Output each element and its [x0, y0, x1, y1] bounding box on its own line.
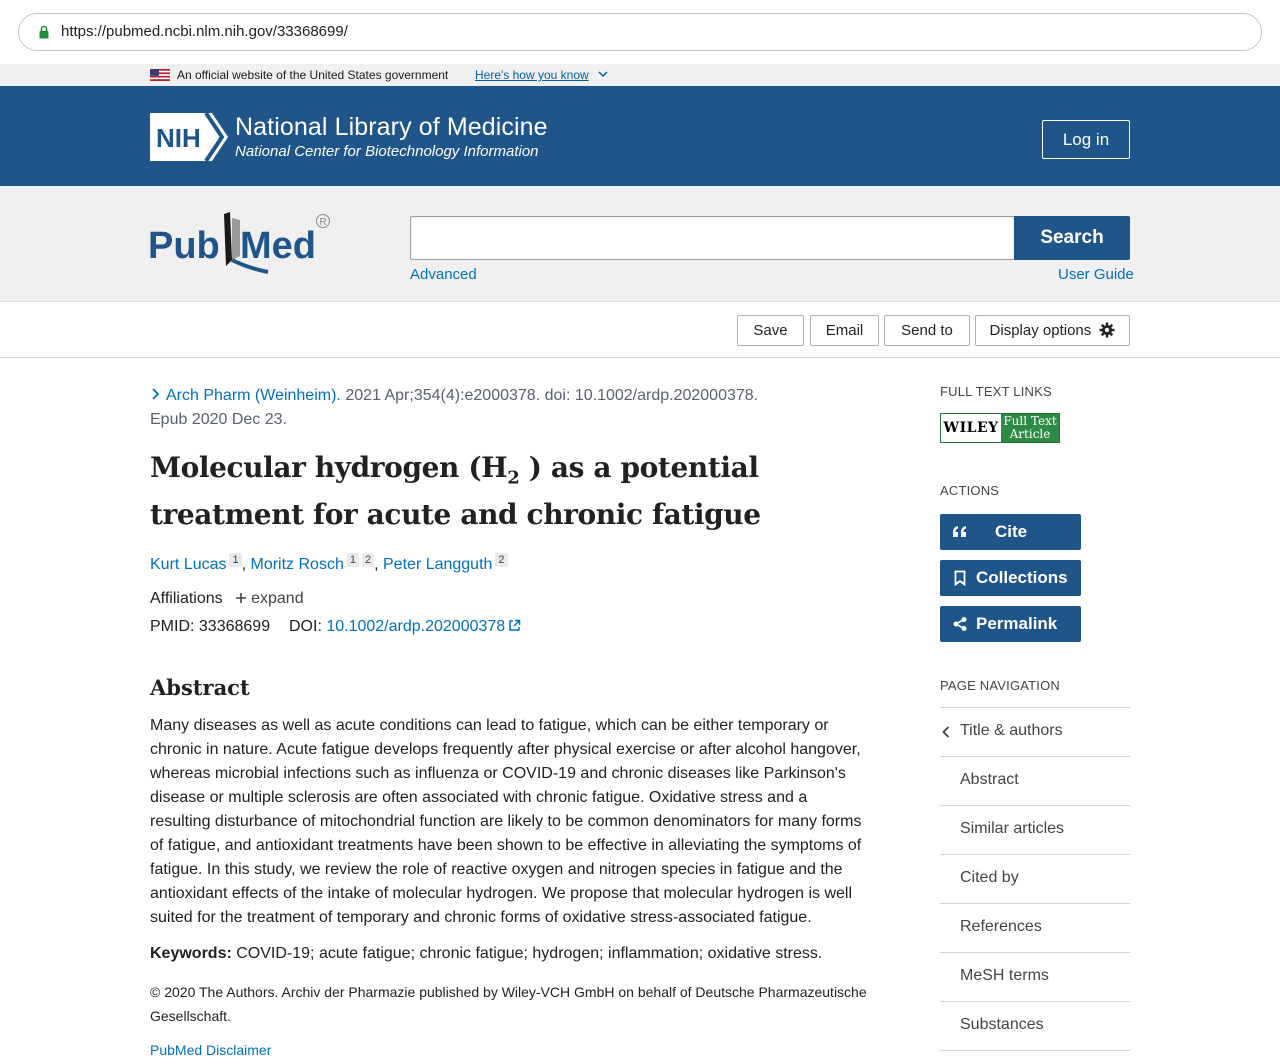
author-list: Kurt Lucas 1 , Moritz Rosch 1 2 , Peter Langguth 2: [150, 553, 870, 577]
nih-logo-text: NIH: [156, 123, 201, 153]
affiliation-ref[interactable]: 2: [362, 553, 374, 567]
nlm-title[interactable]: National Library of Medicine: [235, 113, 548, 141]
save-label: Save: [753, 322, 788, 339]
pmid-value: 33368699: [198, 617, 271, 635]
nav-item-references[interactable]: [940, 904, 1130, 953]
expand-toggle[interactable]: expand: [251, 589, 304, 607]
wiley-full-text-link[interactable]: [940, 413, 1060, 443]
nlm-subtitle: National Center for Biotechnology Information: [235, 143, 539, 160]
chevron-down-icon[interactable]: [598, 70, 608, 78]
affiliations-row: [150, 587, 870, 611]
nav-item-label: Substances: [960, 1016, 1044, 1033]
nlm-header: [0, 86, 1280, 186]
wiley-logo: WILEY: [941, 414, 1001, 442]
citation: [150, 384, 870, 432]
author-link[interactable]: Moritz Rosch: [250, 555, 344, 573]
email-button[interactable]: [810, 315, 879, 346]
save-button[interactable]: [737, 315, 804, 346]
pmid-label: PMID:: [150, 617, 195, 635]
nav-item-cited-by[interactable]: [940, 855, 1130, 904]
nav-item-label: Similar articles: [960, 820, 1065, 837]
citation-details: 2021 Apr;354(4):e2000378. doi: 10.1002/ardp.202000378.: [345, 387, 759, 404]
lock-icon: [39, 25, 49, 39]
pubmed-disclaimer-link[interactable]: PubMed Disclaimer: [150, 1041, 272, 1058]
nav-item-label: References: [960, 918, 1042, 935]
nih-logo[interactable]: [150, 113, 228, 161]
nav-item-label: Cited by: [960, 869, 1019, 886]
permalink-button[interactable]: [940, 606, 1081, 642]
affiliation-ref[interactable]: 2: [495, 553, 507, 567]
address-bar[interactable]: [18, 13, 1262, 51]
search-button[interactable]: Search: [1014, 216, 1130, 260]
heres-how-you-know-link[interactable]: Here's how you know: [475, 68, 589, 82]
copyright-notice: © 2020 The Authors. Archiv der Pharmazie published by Wiley-VCH GmbH on behalf of Deutsche Pharmazeutische Gesellschaft.: [150, 983, 867, 1024]
cite-button[interactable]: [940, 514, 1081, 550]
pubmed-logo[interactable]: [148, 210, 334, 274]
nav-item-title-authors[interactable]: [940, 708, 1130, 757]
us-flag-icon: [150, 69, 170, 81]
keywords: [150, 942, 870, 966]
identifiers: [150, 615, 870, 639]
send-to-button[interactable]: [884, 315, 970, 346]
share-icon: [952, 616, 968, 632]
keywords-value: COVID-19; acute fatigue; chronic fatigue; hydrogen; inflammation; oxidative stress.: [236, 944, 823, 962]
advanced-search-link[interactable]: Advanced: [410, 266, 477, 283]
external-link-icon[interactable]: [508, 619, 521, 632]
svg-text:Med: Med: [240, 225, 316, 267]
wiley-full-text-label: Full Text Article: [1001, 414, 1059, 442]
article-main: [150, 384, 870, 1058]
svg-text:Pub: Pub: [148, 225, 220, 267]
author-link[interactable]: Peter Langguth: [383, 555, 493, 573]
send-to-label: Send to: [901, 322, 953, 339]
nav-item-label: MeSH terms: [960, 967, 1049, 984]
chevron-left-icon: [942, 726, 950, 738]
page-navigation-heading: PAGE NAVIGATION: [940, 678, 1061, 693]
gear-icon: [1099, 322, 1115, 338]
gov-banner-text: An official website of the United States government: [177, 68, 449, 82]
collections-label: Collections: [976, 568, 1068, 587]
gov-banner: [0, 64, 1280, 86]
sidebar: [940, 384, 1130, 1051]
login-button[interactable]: Log in: [1042, 120, 1130, 159]
url-text[interactable]: https://pubmed.ncbi.nlm.nih.gov/33368699/: [61, 23, 348, 40]
keywords-label: Keywords:: [150, 944, 232, 962]
page-navigation: [940, 707, 1130, 1051]
abstract-text: Many diseases as well as acute conditions can lead to fatigue, which can be either temporary or chronic in nature. Acute fatigue develops frequently after physical exercise or after alcohol hangover, whereas microbial infections such as influenza or COVID-19 and chronic diseases like Parkinson's disease or multiple sclerosis are often associated with chronic fatigue. Oxidative stress and a resulting disturbance of mitochondrial function are likely to be common denominators for many forms of fatigue, and antioxidant treatments have been shown to be effective in alleviating the symptoms of fatigue. In this study, we review the role of reactive oxygen and nitrogen species in fatigue and the antioxidant effects of the intake of molecular hydrogen. We propose that molecular hydrogen is well suited for the treatment of temporary and chronic forms of oxidative stress-associated fatigue.: [150, 716, 862, 926]
journal-link[interactable]: Arch Pharm (Weinheim).: [166, 387, 341, 404]
search-input[interactable]: [410, 216, 1015, 260]
article-title: Molecular hydrogen ($H_2$ ) as a potential treatment for acute and chronic fatigue: [150, 451, 761, 531]
quote-icon: [952, 524, 968, 540]
collections-button[interactable]: [940, 560, 1081, 596]
affiliation-ref[interactable]: 1: [229, 553, 241, 567]
display-options-button[interactable]: [975, 315, 1130, 346]
epub-date: Epub 2020 Dec 23.: [150, 411, 287, 428]
nav-item-abstract[interactable]: [940, 757, 1130, 806]
affiliations-label: Affiliations: [150, 589, 223, 607]
search-band: [0, 186, 1280, 302]
nav-item-substances[interactable]: [940, 1002, 1130, 1051]
bookmark-icon: [952, 570, 968, 586]
user-guide-link[interactable]: User Guide: [1058, 266, 1134, 283]
cite-label: Cite: [995, 522, 1028, 541]
actions-heading: ACTIONS: [940, 483, 1000, 498]
nav-item-mesh-terms[interactable]: [940, 953, 1130, 1002]
browser-toolbar: [0, 0, 1280, 64]
doi-label: DOI:: [289, 617, 322, 635]
article-toolbar: [0, 302, 1280, 358]
nav-item-label: Abstract: [960, 771, 1019, 788]
plus-icon[interactable]: [235, 592, 247, 604]
doi-link[interactable]: 10.1002/ardp.202000378: [326, 617, 506, 635]
display-options-label: Display options: [989, 322, 1092, 339]
permalink-label: Permalink: [976, 614, 1058, 633]
full-text-links-heading: FULL TEXT LINKS: [940, 384, 1052, 399]
author-link[interactable]: Kurt Lucas: [150, 555, 227, 573]
email-label: Email: [825, 322, 864, 339]
abstract-heading: Abstract: [150, 674, 250, 700]
chevron-right-icon[interactable]: [150, 388, 160, 400]
nav-item-similar-articles[interactable]: [940, 806, 1130, 855]
nav-item-label: Title & authors: [960, 722, 1063, 739]
affiliation-ref[interactable]: 1: [347, 553, 359, 567]
svg-text:R: R: [319, 217, 327, 228]
